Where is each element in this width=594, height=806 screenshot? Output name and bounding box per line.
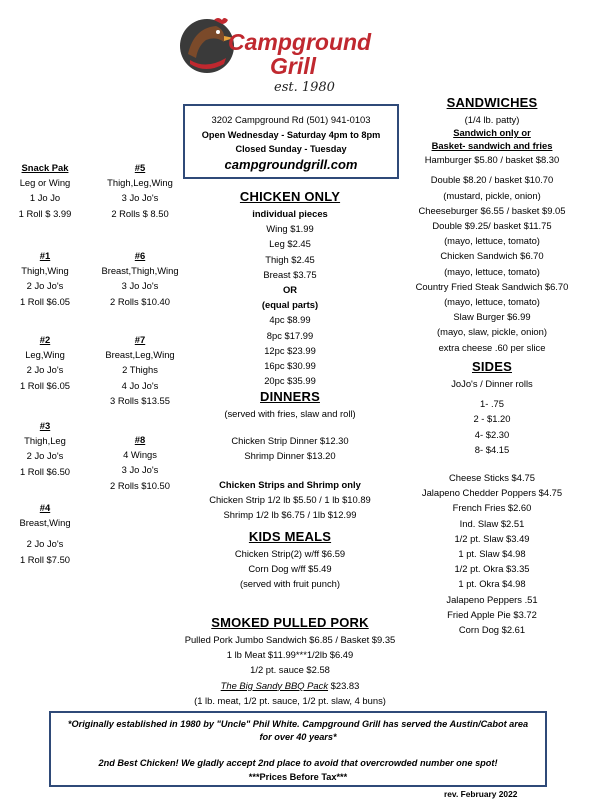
logo-title: Campground [228, 29, 372, 55]
menu-item: 1 pt. Okra $4.98 [458, 578, 526, 590]
menu-item: Shrimp Dinner $13.20 [244, 450, 336, 462]
hours-closed: Closed Sunday - Tuesday [235, 144, 347, 154]
website-link[interactable]: campgroundgrill.com [224, 157, 358, 172]
menu-item: Jalapeno Chedder Poppers $4.75 [421, 487, 563, 499]
pack-line: 2 Rolls $10.50 [110, 479, 170, 491]
second-best-note: 2nd Best Chicken! We gladly accept 2nd place to avoid that overcrowded number one spot! [98, 758, 498, 768]
menu-item: 20pc $35.99 [264, 375, 316, 387]
menu-item: Double $8.20 / basket $10.70 [430, 174, 554, 186]
pack-8 [96, 432, 184, 493]
menu-item: 8pc $17.99 [266, 329, 314, 341]
pack-title: #5 [134, 162, 146, 173]
kids-meals-title: KIDS MEALS [248, 529, 332, 544]
chicken-subtitle: individual pieces [252, 208, 328, 219]
or-label: OR [282, 284, 298, 296]
menu-item: Hamburger $5.80 / basket $8.30 [424, 154, 560, 166]
logo-subtitle: Grill [270, 53, 317, 79]
menu-item: Cheeseburger $6.55 / basket $9.05 [418, 204, 566, 216]
pack-line: 2 Rolls $10.40 [110, 295, 170, 307]
menu-item: (mustard, pickle, onion) [443, 189, 541, 201]
menu-item: (mayo, lettuce, tomato) [444, 235, 540, 247]
kids-meals-section [192, 528, 388, 592]
pack-line: 3 Jo Jo's [121, 192, 159, 204]
dinners-title: DINNERS [260, 389, 320, 404]
pack-line: 2 Rolls $ 8.50 [111, 207, 169, 219]
pulled-pork-title: SMOKED PULLED PORK [211, 615, 369, 630]
pack-line: Thigh,Leg,Wing [107, 177, 173, 189]
menu-item: 1/2 pt. sauce $2.58 [250, 664, 330, 676]
menu-item: 1 pt. Slaw $4.98 [458, 548, 526, 560]
menu-item: Corn Dog $2.61 [458, 624, 526, 636]
menu-item: Country Fried Steak Sandwich $6.70 [415, 280, 569, 292]
pack-line: Thigh,Leg [24, 435, 66, 447]
pack-line: Breast,Thigh,Wing [101, 265, 179, 277]
pack-line: 2 Jo Jo's [26, 364, 64, 376]
menu-item: 1/2 pt. Slaw $3.49 [454, 532, 530, 544]
menu-item: 1- .75 [480, 398, 504, 410]
patty-note: (1/4 lb. patty) [464, 114, 520, 125]
sides-title: SIDES [471, 359, 512, 374]
sandwiches-title: SANDWICHES [446, 95, 538, 110]
pack-4 [8, 500, 82, 567]
logo [176, 12, 396, 100]
pack-7 [92, 332, 188, 408]
menu-item: 12pc $23.99 [264, 344, 316, 356]
jojo-label: JoJo's / Dinner rolls [451, 378, 533, 389]
menu-item: 4pc $8.99 [269, 314, 311, 326]
pack-2 [8, 332, 82, 393]
sandwiches-section [398, 94, 586, 355]
bbq-pack-price: $23.83 [328, 679, 360, 691]
pack-line: 4 Jo Jo's [121, 379, 159, 391]
bbq-pack [140, 678, 440, 693]
pack-line: 2 Jo Jo's [26, 538, 64, 550]
pack-line: 2 Thighs [122, 364, 158, 376]
menu-item: 1/2 pt. Okra $3.35 [454, 563, 530, 575]
hours-open: Open Wednesday - Saturday 4pm to 8pm [201, 130, 381, 140]
info-box [183, 104, 399, 179]
pack-title: Snack Pak [21, 162, 69, 173]
pack-line: 3 Jo Jo's [121, 464, 159, 476]
menu-item: 4- $2.30 [474, 428, 510, 440]
menu-item: Double $9.25/ basket $11.75 [432, 220, 552, 232]
pack-line: Thigh,Wing [21, 265, 69, 277]
pack-line: 4 Wings [123, 449, 157, 461]
pack-3 [8, 418, 82, 479]
bbq-pack-desc: (1 lb. meat, 1/2 pt. sauce, 1/2 pt. slaw, 4 buns) [194, 694, 386, 706]
pack-line: Breast,Leg,Wing [105, 349, 175, 361]
logo-est: est. 1980 [274, 80, 335, 95]
dinners-subtitle: (served with fries, slaw and roll) [224, 408, 356, 419]
menu-item: Cheese Sticks $4.75 [449, 472, 535, 484]
dinners-section [192, 388, 388, 522]
pack-line: 1 Jo Jo [29, 192, 61, 204]
pack-line: 1 Roll $6.05 [19, 379, 71, 391]
address: 3202 Campground Rd (501) 941-0103 [211, 114, 371, 125]
menu-item: 1 lb Meat $11.99***1/2lb $6.49 [226, 649, 354, 661]
strips-title: Chicken Strips and Shrimp only [219, 478, 361, 490]
chicken-only-title: CHICKEN ONLY [239, 189, 341, 204]
pack-line: 1 Roll $ 3.99 [18, 207, 72, 219]
menu-item: (mayo, lettuce, tomato) [444, 265, 540, 277]
menu-item: 16pc $30.99 [264, 360, 316, 372]
pack-line: Breast,Wing [19, 517, 71, 529]
menu-item: Chicken Sandwich $6.70 [440, 250, 544, 262]
pack-5 [96, 160, 184, 221]
revision-date: rev. February 2022 [444, 789, 518, 799]
pack-title: #1 [39, 250, 51, 261]
menu-item: Shrimp 1/2 lb $6.75 / 1lb $12.99 [223, 509, 357, 521]
pack-title: #8 [134, 434, 146, 445]
menu-item: (mayo, slaw, pickle, onion) [437, 326, 547, 338]
pack-title: #3 [39, 420, 51, 431]
bbq-pack-name: The Big Sandy BBQ Pack [220, 679, 329, 691]
pack-6 [92, 248, 188, 309]
menu-item: Pulled Pork Jumbo Sandwich $6.85 / Basket $9.35 [184, 634, 396, 645]
menu-item: Chicken Strip 1/2 lb $5.50 / 1 lb $10.89 [209, 493, 371, 505]
menu-item: Chicken Strip(2) w/ff $6.59 [234, 548, 346, 559]
menu-item: Leg $2.45 [269, 238, 311, 250]
menu-item: Wing $1.99 [266, 223, 314, 235]
menu-item: Thigh $2.45 [265, 253, 315, 265]
sandwich-only-label: Sandwich only or [453, 127, 531, 139]
pack-title: #7 [134, 334, 146, 345]
menu-item: (mayo, lettuce, tomato) [444, 296, 540, 308]
menu-item: French Fries $2.60 [452, 502, 532, 514]
history-note: *Originally established in 1980 by "Uncle" Phil White. Campground Grill has served the Austin/Cabot area for over 40 years* [67, 719, 529, 742]
pack-line: Leg or Wing [19, 177, 71, 189]
menu-item: Chicken Strip Dinner $12.30 [231, 435, 349, 447]
pack-line: 1 Roll $6.05 [19, 295, 71, 307]
equal-parts-label: (equal parts) [261, 299, 319, 311]
menu-item: Ind. Slaw $2.51 [459, 517, 525, 529]
pack-title: #4 [39, 502, 51, 513]
menu-item: 8- $4.15 [474, 443, 510, 455]
tax-note: ***Prices Before Tax*** [248, 772, 348, 782]
pack-line: 3 Rolls $13.55 [110, 394, 170, 406]
pack-line: 1 Roll $7.50 [19, 553, 71, 565]
pack-line: 2 Jo Jo's [26, 450, 64, 462]
pack-1 [8, 248, 82, 309]
menu-item: Fried Apple Pie $3.72 [447, 608, 537, 620]
history-note-box [49, 711, 547, 787]
pack-line: 1 Roll $6.50 [19, 465, 71, 477]
menu-item: Corn Dog w/ff $5.49 [248, 563, 332, 575]
pack-title: #6 [134, 250, 146, 261]
basket-label: Basket- sandwich and fries [431, 140, 553, 152]
pack-line: 2 Jo Jo's [26, 280, 64, 292]
menu-item: extra cheese .60 per slice [438, 341, 546, 353]
menu-item: Slaw Burger $6.99 [453, 311, 531, 323]
menu-item: Jalapeno Peppers .51 [446, 593, 538, 605]
pack-line: Leg,Wing [25, 349, 65, 361]
pulled-pork-section [140, 614, 440, 708]
chicken-only-section [192, 188, 388, 388]
pack-snack [8, 160, 82, 221]
menu-item: (served with fruit punch) [239, 578, 341, 590]
menu-item: 2 - $1.20 [473, 413, 511, 425]
sides-section [398, 358, 586, 637]
menu-item: Breast $3.75 [263, 268, 317, 280]
pack-title: #2 [39, 334, 51, 345]
pack-line: 3 Jo Jo's [121, 280, 159, 292]
